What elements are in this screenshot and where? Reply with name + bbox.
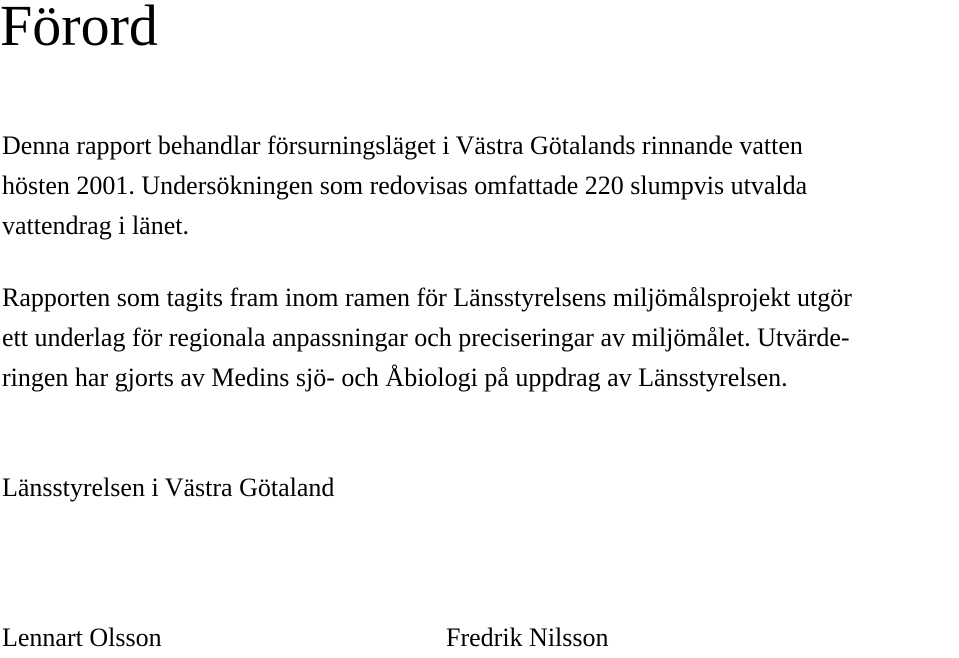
signatory-name: Lennart Olsson xyxy=(2,623,162,652)
paragraph-line: ett underlag för regionala anpassningar och preciseringar av miljömålet. Utvärde- xyxy=(2,323,850,352)
paragraph-line: hösten 2001. Undersökningen som redovisas omfattade 220 slumpvis utvalda xyxy=(2,171,808,200)
page-title: Förord xyxy=(0,0,158,58)
paragraph-line: Denna rapport behandlar försurningsläget i Västra Götalands rinnande vatten xyxy=(2,131,803,160)
context-paragraph xyxy=(2,278,852,398)
paragraph-line: ringen har gjorts av Medins sjö- och Åbiologi på uppdrag av Länsstyrelsen. xyxy=(2,363,788,392)
intro-paragraph xyxy=(2,126,807,246)
signatory-name: Fredrik Nilsson xyxy=(446,623,609,652)
paragraph-line: Rapporten som tagits fram inom ramen för Länsstyrelsens miljömålsprojekt utgör xyxy=(2,283,852,312)
organization-name: Länsstyrelsen i Västra Götaland xyxy=(2,473,335,502)
paragraph-line: vattendrag i länet. xyxy=(2,211,189,240)
